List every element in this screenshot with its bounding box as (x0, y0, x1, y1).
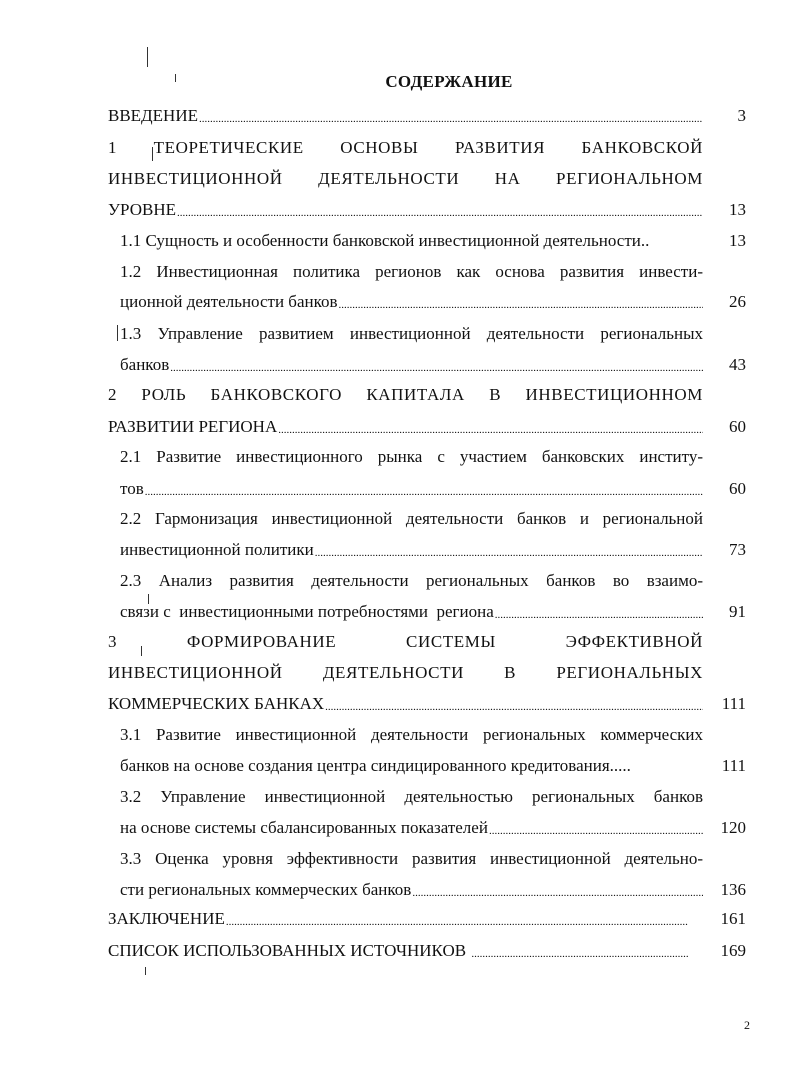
toc-s33-page: 136 (720, 880, 746, 899)
toc-s22-label: инвестиционной политики (120, 540, 314, 559)
toc-s12-line2 (120, 290, 703, 314)
toc-s12-label: ционной деятельности банков (120, 292, 338, 311)
leader-dots (314, 544, 703, 562)
page-number: 2 (744, 1018, 750, 1032)
toc-ch1-label: УРОВНЕ (108, 200, 176, 219)
leader-dots (411, 884, 703, 902)
toc-s22-line2 (120, 538, 703, 562)
toc-ch2-line1: 2 РОЛЬ БАНКОВСКОГО КАПИТАЛА В ИНВЕСТИЦИОННОМ (108, 385, 703, 404)
toc-s23-line2 (120, 600, 703, 624)
toc-ch3-label: КОММЕРЧЕСКИХ БАНКАХ (108, 694, 325, 713)
toc-ch1-line3 (108, 198, 703, 222)
toc-s13-page: 43 (729, 355, 746, 374)
toc-intro (108, 104, 703, 128)
toc-s13-line1: 1.3 Управление развитием инвестиционной деятельности региональных (120, 324, 703, 343)
scan-mark (145, 967, 146, 975)
toc-ch3-page: 111 (721, 694, 746, 713)
toc-ch1-page: 13 (729, 200, 746, 219)
toc-s11-page: 13 (729, 231, 746, 250)
toc-ch3-line2: ИНВЕСТИЦИОННОЙ ДЕЯТЕЛЬНОСТИ В РЕГИОНАЛЬНЫХ (108, 663, 703, 682)
leader-dots (338, 296, 703, 314)
toc-s31-line1: 3.1 Развитие инвестиционной деятельности региональных коммерческих (120, 725, 703, 744)
leader-dots (494, 606, 703, 624)
toc-s21-page: 60 (729, 479, 746, 498)
toc-ch3-line1: 3 ФОРМИРОВАНИЕ СИСТЕМЫ ЭФФЕКТИВНОЙ (108, 632, 703, 651)
toc-s33-label: сти региональных коммерческих банков (120, 880, 412, 899)
toc-s23-line1: 2.3 Анализ развития деятельности региональных банков во взаимо- (120, 571, 703, 590)
toc-s32-line2 (120, 816, 703, 840)
toc-s21-line2 (120, 477, 703, 501)
toc-s31-line2: банков на основе создания центра синдицированного кредитования..... (120, 756, 631, 775)
toc-ch2-page: 60 (729, 417, 746, 436)
toc-sources (108, 939, 688, 963)
leader-dots (277, 421, 703, 439)
toc-ch3-line3 (108, 692, 703, 716)
toc-s32-label: на основе системы сбалансированных показателей (120, 818, 488, 837)
toc-ch2-line2 (108, 415, 703, 439)
toc-conclusion-page: 161 (720, 909, 746, 928)
toc-intro-page: 3 (737, 106, 746, 125)
toc-ch1-line2: ИНВЕСТИЦИОННОЙ ДЕЯТЕЛЬНОСТИ НА РЕГИОНАЛЬНОМ (108, 169, 703, 188)
toc-s21-label: тов (120, 479, 144, 498)
toc-s22-page: 73 (729, 540, 746, 559)
leader-dots (169, 359, 703, 377)
scan-mark (117, 325, 118, 341)
leader-dots (488, 822, 703, 840)
toc-ch2-label: РАЗВИТИИ РЕГИОНА (108, 417, 278, 436)
toc-s31-page: 111 (721, 756, 746, 775)
toc-s13-label: банков (120, 355, 170, 374)
toc-s23-page: 91 (729, 602, 746, 621)
leader-dots (324, 698, 703, 716)
toc-s13-line2 (120, 353, 703, 377)
toc-s12-page: 26 (729, 292, 746, 311)
toc-sources-label: СПИСОК ИСПОЛЬЗОВАННЫХ ИСТОЧНИКОВ (108, 941, 471, 960)
leader-dots (470, 945, 688, 963)
toc-conclusion-label: ЗАКЛЮЧЕНИЕ (108, 909, 225, 928)
leader-dots (144, 483, 703, 501)
toc-ch1-line1: 1 ТЕОРЕТИЧЕСКИЕ ОСНОВЫ РАЗВИТИЯ БАНКОВСКОЙ (108, 138, 703, 157)
toc-intro-label: ВВЕДЕНИЕ (108, 106, 198, 125)
toc-s12-line1: 1.2 Инвестиционная политика регионов как основа развития инвести- (120, 262, 703, 281)
toc-s11: 1.1 Сущность и особенности банковской инвестиционной деятельности.. (120, 231, 650, 250)
leader-dots (198, 110, 703, 128)
toc-s32-page: 120 (720, 818, 746, 837)
toc-s32-line1: 3.2 Управление инвестиционной деятельностью региональных банков (120, 787, 703, 806)
leader-dots (225, 913, 688, 931)
page-title: СОДЕРЖАНИЕ (385, 72, 513, 91)
leader-dots (176, 204, 703, 222)
toc-sources-page: 169 (720, 941, 746, 960)
toc-s33-line1: 3.3 Оценка уровня эффективности развития инвестиционной деятельно- (120, 849, 703, 868)
toc-s33-line2 (120, 878, 703, 902)
toc-s23-label: связи с инвестиционными потребностями региона (120, 602, 494, 621)
toc-s22-line1: 2.2 Гармонизация инвестиционной деятельности банков и региональной (120, 509, 703, 528)
toc-s21-line1: 2.1 Развитие инвестиционного рынка с участием банковских институ- (120, 447, 703, 466)
toc-conclusion (108, 907, 688, 931)
scan-mark (147, 47, 148, 67)
